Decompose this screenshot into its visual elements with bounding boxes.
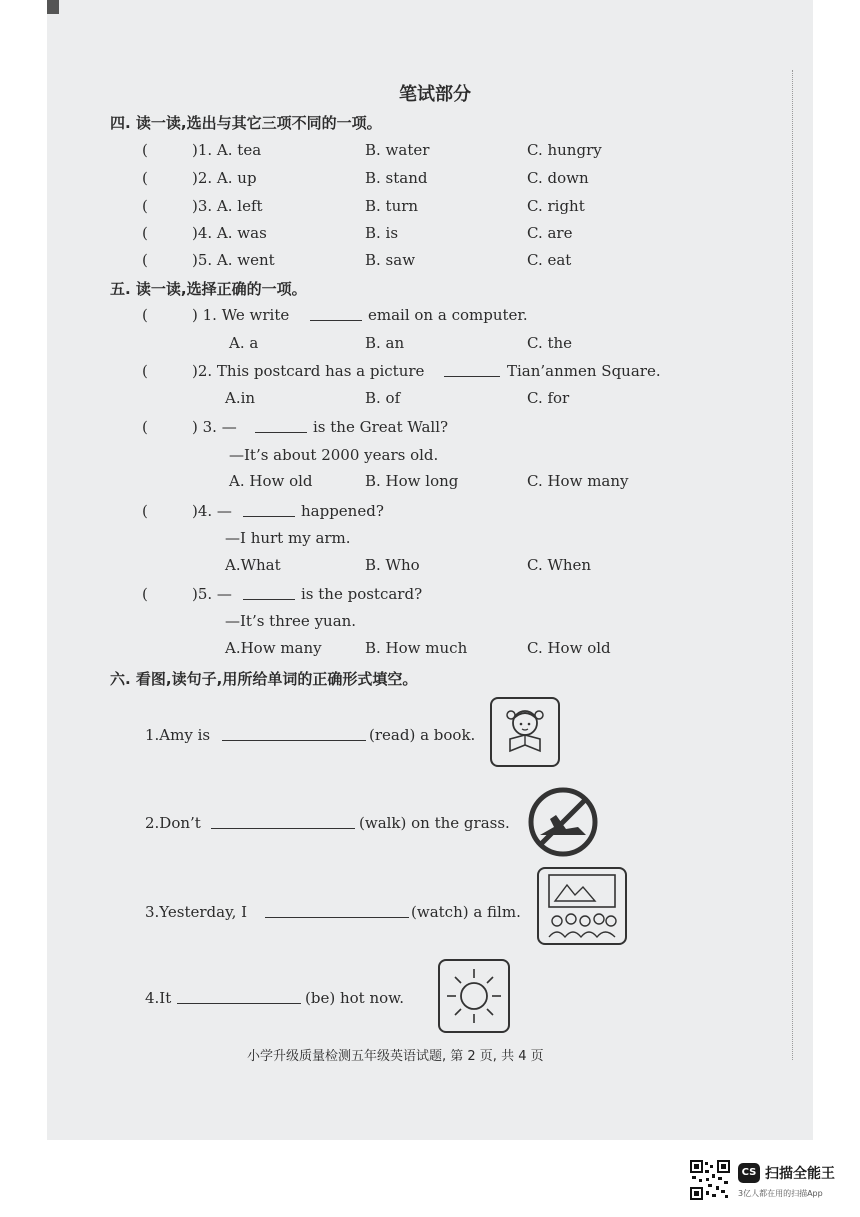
sun-icon <box>438 959 510 1033</box>
option-b: B. of <box>365 389 401 407</box>
option-a: A.in <box>225 389 256 407</box>
option-b: B. How long <box>365 472 459 490</box>
no-walking-on-grass-icon <box>526 785 600 859</box>
question-text: )5. — <box>192 585 232 603</box>
answer-blank[interactable] <box>243 502 295 521</box>
option-c: C. are <box>527 224 573 242</box>
sentence-start: 2.Don’t <box>145 814 201 832</box>
answer-paren: ( <box>142 585 148 603</box>
question-text-end: is the postcard? <box>301 585 423 603</box>
option-c: C. down <box>527 169 589 187</box>
option-a: A. a <box>229 334 259 352</box>
answer-blank[interactable] <box>222 726 366 745</box>
answer-blank[interactable] <box>444 362 500 381</box>
option-b: B. an <box>365 334 405 352</box>
sentence-end: (read) a book. <box>369 726 476 744</box>
question-text: ) 1. We write <box>192 306 290 324</box>
option-c: C. for <box>527 389 570 407</box>
question-text-end: is the Great Wall? <box>313 418 449 436</box>
reply-text: —I hurt my arm. <box>225 529 351 547</box>
section-5-heading: 五. 读一读,选择正确的一项。 <box>110 280 307 298</box>
scanner-tagline: 3亿人都在用的扫描App <box>738 1189 823 1198</box>
sentence-start: 3.Yesterday, I <box>145 903 248 921</box>
sentence-start: 4.It <box>145 989 172 1007</box>
option-b: B. stand <box>365 169 428 187</box>
option-b: B. saw <box>365 251 416 269</box>
option-c: C. How many <box>527 472 629 490</box>
question-text: )4. — <box>192 502 232 520</box>
page-footer: 小学升级质量检测五年级英语试题, 第 2 页, 共 4 页 <box>247 1049 544 1064</box>
option-b: B. How much <box>365 639 468 657</box>
scanner-app-name: 扫描全能王 <box>765 1166 835 1182</box>
cinema-audience-icon <box>537 867 627 945</box>
option-a: )1. A. tea <box>192 141 262 159</box>
scanner-logo: CS <box>738 1163 760 1183</box>
girl-reading-icon <box>490 697 560 767</box>
question-text-end: happened? <box>301 502 384 520</box>
answer-paren: ( <box>142 197 148 215</box>
question-text-end: email on a computer. <box>368 306 528 324</box>
option-b: B. is <box>365 224 399 242</box>
answer-paren: ( <box>142 502 148 520</box>
section-4-heading: 四. 读一读,选出与其它三项不同的一项。 <box>110 114 382 132</box>
answer-blank[interactable] <box>255 418 307 437</box>
page-fold-line <box>792 70 793 1060</box>
answer-paren: ( <box>142 141 148 159</box>
option-c: C. When <box>527 556 592 574</box>
qr-code-icon <box>690 1160 730 1200</box>
option-a: )3. A. left <box>192 197 263 215</box>
option-c: C. right <box>527 197 585 215</box>
page-corner-shadow <box>47 0 59 14</box>
option-c: C. the <box>527 334 573 352</box>
answer-paren: ( <box>142 418 148 436</box>
reply-text: —It’s three yuan. <box>225 612 357 630</box>
sentence-end: (be) hot now. <box>305 989 404 1007</box>
answer-blank[interactable] <box>211 814 355 833</box>
option-b: B. Who <box>365 556 420 574</box>
answer-blank[interactable] <box>265 903 409 922</box>
question-text: ) 3. — <box>192 418 237 436</box>
option-b: B. turn <box>365 197 419 215</box>
answer-paren: ( <box>142 251 148 269</box>
answer-paren: ( <box>142 362 148 380</box>
answer-paren: ( <box>142 224 148 242</box>
reply-text: —It’s about 2000 years old. <box>229 446 439 464</box>
question-text-end: Tian’anmen Square. <box>507 362 661 380</box>
answer-blank[interactable] <box>177 989 301 1008</box>
answer-blank[interactable] <box>310 306 362 325</box>
sentence-end: (watch) a film. <box>411 903 521 921</box>
page-title: 笔试部分 <box>399 84 471 105</box>
option-c: C. hungry <box>527 141 602 159</box>
exam-page <box>47 0 813 1140</box>
answer-paren: ( <box>142 306 148 324</box>
option-b: B. water <box>365 141 430 159</box>
question-text: )2. This postcard has a picture <box>192 362 425 380</box>
option-c: C. How old <box>527 639 611 657</box>
answer-blank[interactable] <box>243 585 295 604</box>
option-a: )5. A. went <box>192 251 275 269</box>
option-a: )4. A. was <box>192 224 267 242</box>
option-c: C. eat <box>527 251 572 269</box>
section-6-heading: 六. 看图,读句子,用所给单词的正确形式填空。 <box>110 670 418 688</box>
option-a: A. How old <box>229 472 313 490</box>
sentence-start: 1.Amy is <box>145 726 211 744</box>
answer-paren: ( <box>142 169 148 187</box>
option-a: A.What <box>225 556 281 574</box>
option-a: A.How many <box>225 639 322 657</box>
sentence-end: (walk) on the grass. <box>359 814 510 832</box>
option-a: )2. A. up <box>192 169 257 187</box>
